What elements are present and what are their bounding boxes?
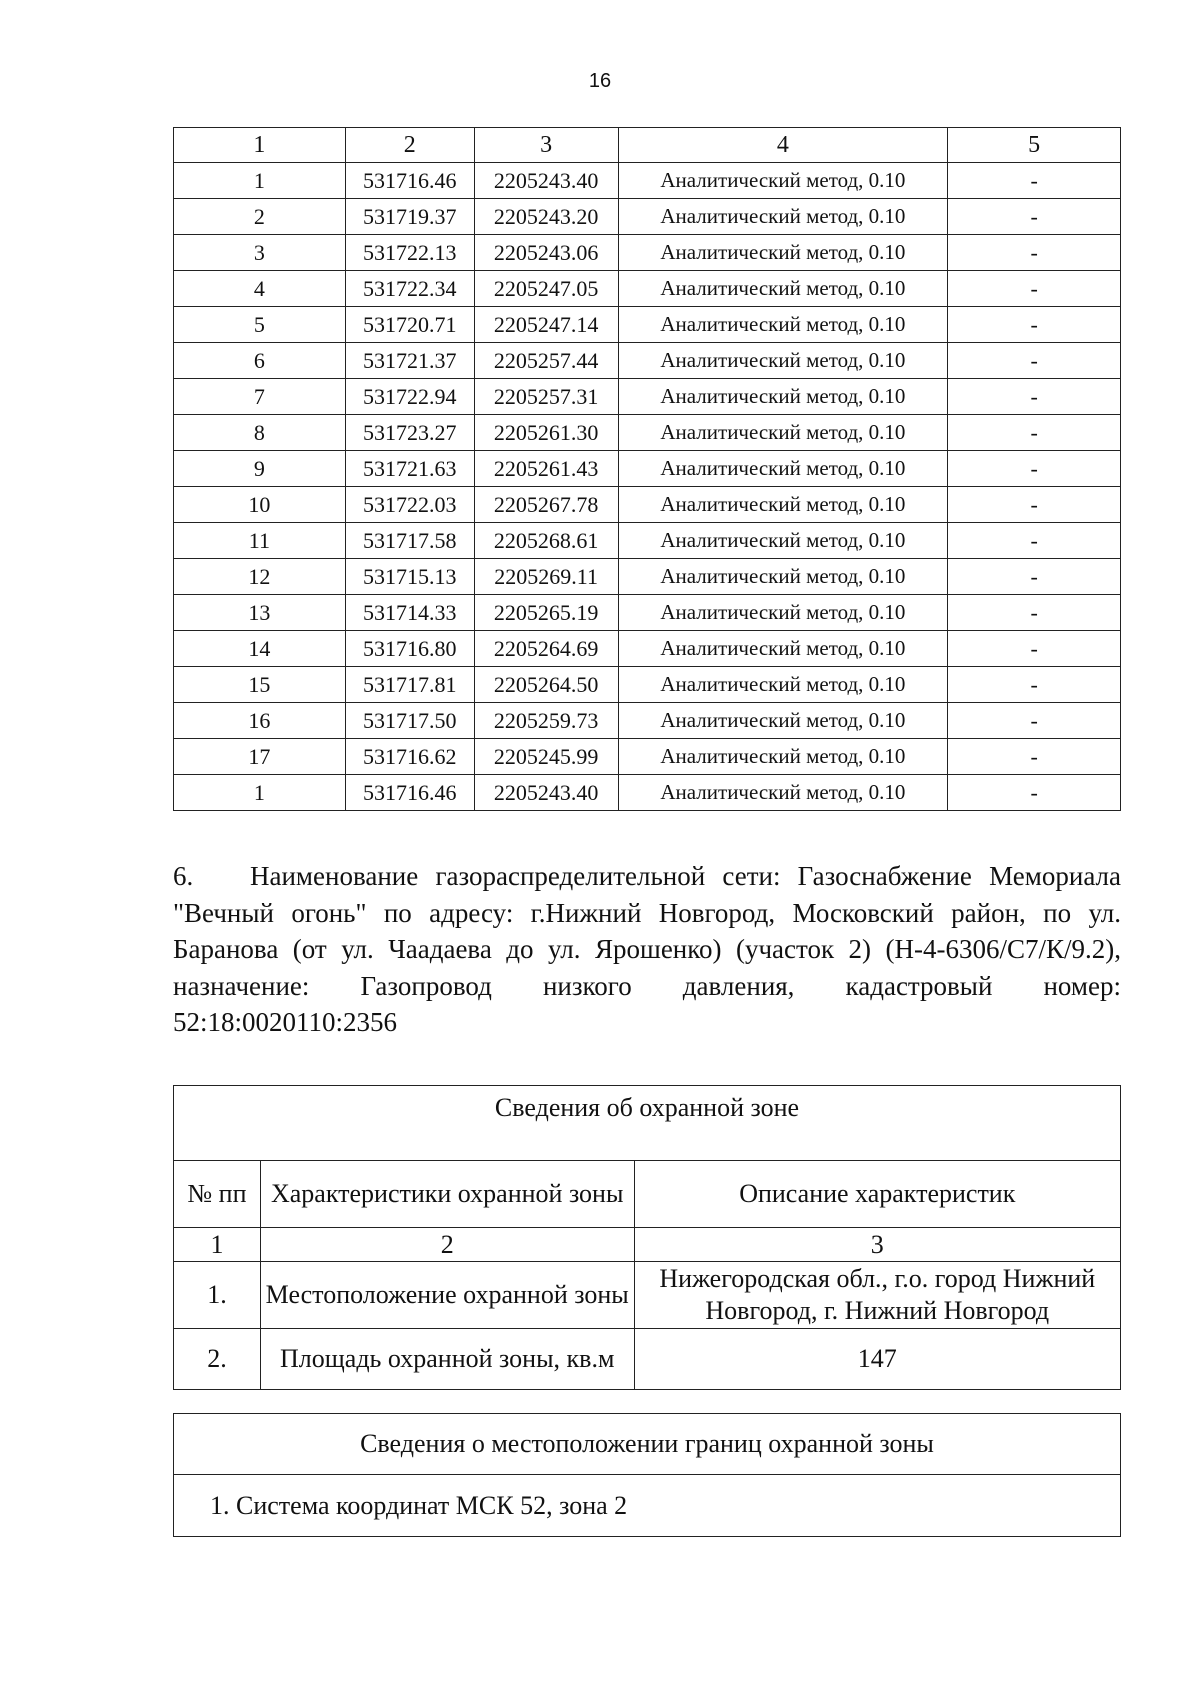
method-accuracy: Аналитический метод, 0.10 — [618, 703, 948, 739]
y-coordinate: 2205243.06 — [474, 235, 618, 271]
x-coordinate: 531714.33 — [345, 595, 474, 631]
table-row — [174, 487, 1121, 523]
x-coordinate: 531721.63 — [345, 451, 474, 487]
table-row — [174, 163, 1121, 199]
point-number: 6 — [174, 343, 346, 379]
x-coordinate: 531723.27 — [345, 415, 474, 451]
point-number: 17 — [174, 739, 346, 775]
y-coordinate: 2205267.78 — [474, 487, 618, 523]
y-coordinate: 2205257.44 — [474, 343, 618, 379]
y-coordinate: 2205247.05 — [474, 271, 618, 307]
x-coordinate: 531722.03 — [345, 487, 474, 523]
y-coordinate: 2205265.19 — [474, 595, 618, 631]
table-header-row — [174, 128, 1121, 163]
table-row — [174, 739, 1121, 775]
table-row — [174, 235, 1121, 271]
note: - — [948, 739, 1121, 775]
point-number: 8 — [174, 415, 346, 451]
note: - — [948, 379, 1121, 415]
table-row — [174, 775, 1121, 811]
point-number: 12 — [174, 559, 346, 595]
column-header: 3 — [474, 128, 618, 163]
table-row — [174, 1262, 1121, 1329]
x-coordinate: 531716.46 — [345, 163, 474, 199]
table-row — [174, 271, 1121, 307]
note: - — [948, 163, 1121, 199]
y-coordinate: 2205261.30 — [474, 415, 618, 451]
column-index: 3 — [634, 1228, 1120, 1262]
x-coordinate: 531717.81 — [345, 667, 474, 703]
x-coordinate: 531716.46 — [345, 775, 474, 811]
point-number: 15 — [174, 667, 346, 703]
x-coordinate: 531717.50 — [345, 703, 474, 739]
row-characteristic: Местоположение охранной зоны — [260, 1262, 634, 1329]
table-row — [174, 379, 1121, 415]
method-accuracy: Аналитический метод, 0.10 — [618, 631, 948, 667]
y-coordinate: 2205264.69 — [474, 631, 618, 667]
method-accuracy: Аналитический метод, 0.10 — [618, 199, 948, 235]
point-number: 5 — [174, 307, 346, 343]
section-6-paragraph — [173, 858, 1121, 1041]
method-accuracy: Аналитический метод, 0.10 — [618, 595, 948, 631]
zone-table-title: Сведения об охранной зоне — [174, 1086, 1121, 1161]
x-coordinate: 531720.71 — [345, 307, 474, 343]
point-number: 11 — [174, 523, 346, 559]
y-coordinate: 2205243.40 — [474, 163, 618, 199]
table-row — [174, 667, 1121, 703]
column-header: 4 — [618, 128, 948, 163]
column-header-characteristics: Характеристики охранной зоны — [260, 1161, 634, 1228]
method-accuracy: Аналитический метод, 0.10 — [618, 487, 948, 523]
table-row — [174, 451, 1121, 487]
note: - — [948, 199, 1121, 235]
protection-zone-info-table — [173, 1085, 1121, 1390]
note: - — [948, 595, 1121, 631]
point-number: 16 — [174, 703, 346, 739]
table-row — [174, 523, 1121, 559]
paragraph-line: 6. Наименование газораспределительной сети: Газоснабжение Мемориала — [173, 858, 1121, 895]
x-coordinate: 531717.58 — [345, 523, 474, 559]
method-accuracy: Аналитический метод, 0.10 — [618, 379, 948, 415]
method-accuracy: Аналитический метод, 0.10 — [618, 451, 948, 487]
column-header-description: Описание характеристик — [634, 1161, 1120, 1228]
note: - — [948, 667, 1121, 703]
column-index: 2 — [260, 1228, 634, 1262]
method-accuracy: Аналитический метод, 0.10 — [618, 271, 948, 307]
x-coordinate: 531715.13 — [345, 559, 474, 595]
x-coordinate: 531722.94 — [345, 379, 474, 415]
method-accuracy: Аналитический метод, 0.10 — [618, 667, 948, 703]
method-accuracy: Аналитический метод, 0.10 — [618, 343, 948, 379]
table-row — [174, 703, 1121, 739]
note: - — [948, 559, 1121, 595]
note: - — [948, 307, 1121, 343]
column-header: 5 — [948, 128, 1121, 163]
column-header: 2 — [345, 128, 474, 163]
section-number: 6. — [173, 861, 194, 891]
paragraph-line: "Вечный огонь" по адресу: г.Нижний Новгород, Московский район, по ул. — [173, 897, 1121, 928]
page-number: 16 — [588, 70, 612, 92]
x-coordinate: 531722.13 — [345, 235, 474, 271]
paragraph-line: назначение: Газопровод низкого давления, кадастровый номер: — [173, 970, 1121, 1001]
method-accuracy: Аналитический метод, 0.10 — [618, 739, 948, 775]
column-index: 1 — [174, 1228, 261, 1262]
point-number: 13 — [174, 595, 346, 631]
note: - — [948, 631, 1121, 667]
y-coordinate: 2205243.20 — [474, 199, 618, 235]
point-number: 14 — [174, 631, 346, 667]
y-coordinate: 2205269.11 — [474, 559, 618, 595]
note: - — [948, 415, 1121, 451]
note: - — [948, 523, 1121, 559]
point-number: 7 — [174, 379, 346, 415]
y-coordinate: 2205257.31 — [474, 379, 618, 415]
coordinate-system-item: 1. Система координат МСК 52, зона 2 — [174, 1475, 1121, 1537]
y-coordinate: 2205259.73 — [474, 703, 618, 739]
point-number: 9 — [174, 451, 346, 487]
method-accuracy: Аналитический метод, 0.10 — [618, 307, 948, 343]
x-coordinate: 531716.62 — [345, 739, 474, 775]
paragraph-line: 52:18:0020110:2356 — [173, 1007, 398, 1037]
note: - — [948, 235, 1121, 271]
note: - — [948, 343, 1121, 379]
y-coordinate: 2205245.99 — [474, 739, 618, 775]
x-coordinate: 531716.80 — [345, 631, 474, 667]
y-coordinate: 2205268.61 — [474, 523, 618, 559]
table-row — [174, 415, 1121, 451]
point-number: 10 — [174, 487, 346, 523]
point-number: 3 — [174, 235, 346, 271]
boundary-location-table — [173, 1413, 1121, 1537]
table-row — [174, 307, 1121, 343]
point-number: 2 — [174, 199, 346, 235]
row-number: 1. — [174, 1262, 261, 1329]
note: - — [948, 271, 1121, 307]
method-accuracy: Аналитический метод, 0.10 — [618, 235, 948, 271]
table-row — [174, 343, 1121, 379]
point-number: 1 — [174, 775, 346, 811]
note: - — [948, 451, 1121, 487]
paragraph-line: Баранова (от ул. Чаадаева до ул. Ярошенко) (участок 2) (Н-4-6306/С7/К/9.2), — [173, 934, 1121, 964]
row-description: Нижегородская обл., г.о. город Нижний Новгород, г. Нижний Новгород — [634, 1262, 1120, 1329]
table-row — [174, 1329, 1121, 1390]
point-number: 1 — [174, 163, 346, 199]
note: - — [948, 703, 1121, 739]
table-row — [174, 199, 1121, 235]
bounds-table-title: Сведения о местоположении границ охранной зоны — [174, 1414, 1121, 1475]
y-coordinate: 2205243.40 — [474, 775, 618, 811]
y-coordinate: 2205261.43 — [474, 451, 618, 487]
row-number: 2. — [174, 1329, 261, 1390]
x-coordinate: 531722.34 — [345, 271, 474, 307]
table-row — [174, 559, 1121, 595]
method-accuracy: Аналитический метод, 0.10 — [618, 775, 948, 811]
method-accuracy: Аналитический метод, 0.10 — [618, 559, 948, 595]
table-row — [174, 631, 1121, 667]
row-characteristic: Площадь охранной зоны, кв.м — [260, 1329, 634, 1390]
point-number: 4 — [174, 271, 346, 307]
x-coordinate: 531719.37 — [345, 199, 474, 235]
column-header: 1 — [174, 128, 346, 163]
table-row — [174, 595, 1121, 631]
method-accuracy: Аналитический метод, 0.10 — [618, 415, 948, 451]
note: - — [948, 775, 1121, 811]
method-accuracy: Аналитический метод, 0.10 — [618, 523, 948, 559]
column-header-no: № пп — [174, 1161, 261, 1228]
row-description: 147 — [634, 1329, 1120, 1390]
note: - — [948, 487, 1121, 523]
y-coordinate: 2205247.14 — [474, 307, 618, 343]
coordinates-table — [173, 127, 1121, 811]
x-coordinate: 531721.37 — [345, 343, 474, 379]
method-accuracy: Аналитический метод, 0.10 — [618, 163, 948, 199]
y-coordinate: 2205264.50 — [474, 667, 618, 703]
